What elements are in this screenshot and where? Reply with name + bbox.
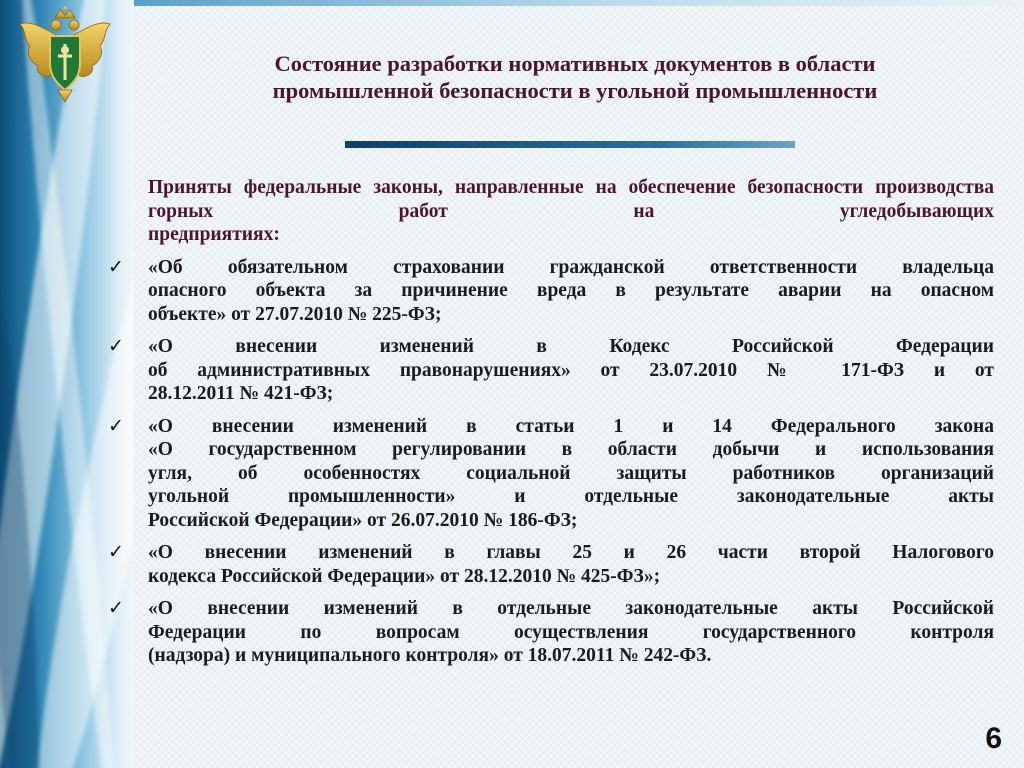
intro-line-2: безопасности производства горных работ на угледобывающих bbox=[148, 177, 994, 222]
slide-content bbox=[108, 176, 994, 677]
slide-title bbox=[150, 50, 1000, 104]
list-item bbox=[108, 256, 994, 327]
law-text-line: Российской Федерации» от 26.07.2010 № 186-ФЗ; bbox=[148, 509, 578, 531]
check-mark-icon: ✓ bbox=[108, 335, 124, 357]
title-divider bbox=[345, 141, 795, 148]
intro-paragraph bbox=[108, 176, 994, 247]
list-item bbox=[108, 541, 994, 588]
intro-line-1: Приняты федеральные законы, направленные на обеспечение bbox=[148, 177, 736, 198]
law-text-line: «О государственном регулировании в области добычи и использования bbox=[148, 439, 994, 460]
law-text-line: об административных правонарушениях» от 23.07.2010 № 171-ФЗ и от bbox=[148, 359, 994, 381]
check-mark-icon: ✓ bbox=[108, 414, 124, 437]
list-item bbox=[108, 335, 994, 406]
law-text-line: (надзора) и муниципального контроля» от 18.07.2011 № 242-ФЗ. bbox=[148, 645, 712, 666]
laws-list bbox=[108, 256, 994, 668]
law-text-line: «Об обязательном страховании гражданской ответственности владельца bbox=[148, 256, 994, 278]
law-text-line: «О внесении изменений в статьи 1 и 14 Федерального закона bbox=[148, 415, 994, 437]
law-text-line: угольной промышленности» и отдельные законодательные акты bbox=[148, 486, 994, 507]
law-text-line: объекте» от 27.07.2010 № 225-ФЗ; bbox=[148, 303, 442, 325]
list-item bbox=[108, 415, 994, 533]
law-text-line: кодекса Российской Федерации» от 28.12.2010 № 425-ФЗ»; bbox=[148, 565, 661, 587]
intro-line-3: предприятиях: bbox=[148, 224, 280, 245]
title-line-2: промышленной безопасности в угольной промышленности bbox=[272, 78, 878, 103]
check-mark-icon: ✓ bbox=[108, 541, 124, 563]
law-text-line: опасного объекта за причинение вреда в результате аварии на опасном bbox=[148, 280, 994, 301]
law-text-line: угля, об особенностях социальной защиты работников организаций bbox=[148, 462, 994, 484]
law-text-line: «О внесении изменений в отдельные законодательные акты Российской bbox=[148, 598, 994, 619]
check-mark-icon: ✓ bbox=[108, 255, 124, 278]
page-number: 6 bbox=[985, 722, 1002, 755]
check-mark-icon: ✓ bbox=[108, 597, 124, 619]
law-text-line: Федерации по вопросам осуществления государственного контроля bbox=[148, 621, 994, 643]
list-item bbox=[108, 597, 994, 668]
top-accent-bar bbox=[0, 0, 1024, 6]
rostekhnadzor-emblem-icon bbox=[14, 6, 116, 106]
title-line-1: Состояние разработки нормативных документов в области bbox=[274, 51, 876, 76]
law-text-line: «О внесении изменений в главы 25 и 26 части второй Налогового bbox=[148, 542, 994, 563]
law-text-line: «О внесении изменений в Кодекс Российской Федерации bbox=[148, 336, 994, 357]
law-text-line: 28.12.2011 № 421-ФЗ; bbox=[148, 383, 334, 404]
